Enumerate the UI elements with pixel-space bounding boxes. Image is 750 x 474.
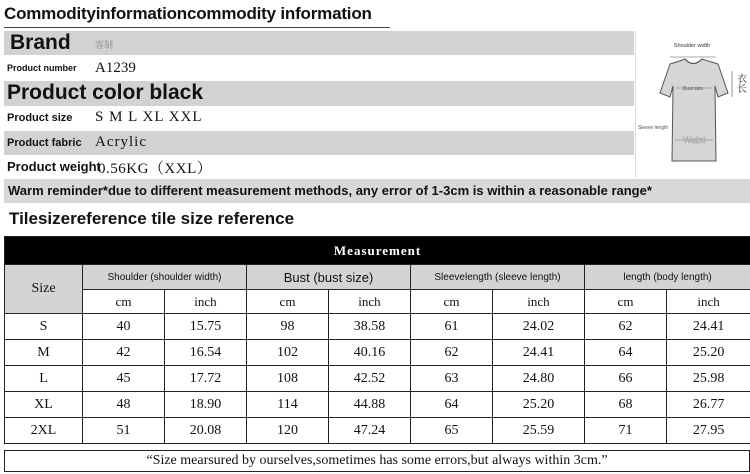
size-cell: M (5, 340, 83, 366)
table-cell: 15.75 (165, 314, 247, 340)
unit-header: inch (667, 290, 750, 314)
table-cell: 24.41 (667, 314, 750, 340)
table-cell: 71 (585, 418, 667, 444)
info-row-color (4, 81, 634, 106)
table-cell: 17.72 (165, 366, 247, 392)
size-cell: XL (5, 392, 83, 418)
waist-label: Waist (682, 135, 706, 145)
group-header-sleeve: Sleevelength (sleeve length) (411, 265, 585, 290)
table-cell: 114 (247, 392, 329, 418)
table-cell: 27.95 (667, 418, 750, 444)
table-cell: 24.80 (493, 366, 585, 392)
info-row-brand (4, 31, 634, 55)
product-weight-value: 0.56KG（XXL） (98, 161, 213, 177)
commodity-info-panel (4, 31, 634, 179)
table-cell: 44.88 (329, 392, 411, 418)
table-cell: 68 (585, 392, 667, 418)
table-row (5, 392, 750, 418)
product-number-value: A1239 (95, 60, 136, 76)
table-cell: 108 (247, 366, 329, 392)
table-cell: 40.16 (329, 340, 411, 366)
table-cell: 42.52 (329, 366, 411, 392)
shoulder-width-label: Shoulder width (673, 43, 711, 49)
product-color-label: Product color black (7, 81, 204, 104)
table-cell: 65 (411, 418, 493, 444)
footer-note: “Size mearsured by ourselves,sometimes has some errors,but always within 3cm.” (4, 450, 750, 472)
unit-header: inch (165, 290, 247, 314)
table-cell: 25.98 (667, 366, 750, 392)
brand-value: 客制 (95, 40, 114, 50)
product-fabric-label: Product fabric (7, 137, 82, 149)
table-cell: 64 (411, 392, 493, 418)
info-row-size (4, 106, 634, 131)
size-cell: 2XL (5, 418, 83, 444)
group-header-length: length (body length) (585, 265, 750, 290)
product-number-label: Product number (7, 63, 77, 73)
table-cell: 20.08 (165, 418, 247, 444)
body-length-label: 衣长 (734, 73, 746, 93)
table-cell: 102 (247, 340, 329, 366)
product-fabric-value: Acrylic (95, 134, 147, 150)
table-cell: 63 (411, 366, 493, 392)
table-cell: 45 (83, 366, 165, 392)
product-size-value: S M L XL XXL (95, 109, 203, 125)
title-underline (4, 27, 390, 28)
table-cell: 16.54 (165, 340, 247, 366)
table-cell: 25.59 (493, 418, 585, 444)
unit-header: inch (329, 290, 411, 314)
table-cell: 61 (411, 314, 493, 340)
table-cell: 47.24 (329, 418, 411, 444)
table-cell: 38.58 (329, 314, 411, 340)
brand-label: Brand (10, 31, 71, 54)
table-cell: 64 (585, 340, 667, 366)
unit-header: cm (411, 290, 493, 314)
section-title-commodity-info: Commodityinformationcommodity information (4, 4, 372, 23)
sleeve-label: Sleeve length (637, 125, 669, 131)
table-cell: 62 (411, 340, 493, 366)
size-table (4, 236, 750, 444)
tshirt-diagram-svg (636, 31, 750, 178)
size-cell: L (5, 366, 83, 392)
size-column-header: Size (5, 265, 83, 314)
bust-label: Bust size (682, 86, 704, 92)
table-cell: 48 (83, 392, 165, 418)
unit-header: cm (247, 290, 329, 314)
tshirt-shape (660, 59, 728, 161)
unit-header: cm (83, 290, 165, 314)
table-cell: 98 (247, 314, 329, 340)
size-cell: S (5, 314, 83, 340)
table-cell: 62 (585, 314, 667, 340)
tshirt-diagram (635, 31, 750, 178)
table-cell: 42 (83, 340, 165, 366)
group-header-shoulder: Shoulder (shoulder width) (83, 265, 247, 290)
table-cell: 120 (247, 418, 329, 444)
unit-header: inch (493, 290, 585, 314)
unit-header: cm (585, 290, 667, 314)
table-row (5, 366, 750, 392)
group-header-bust: Bust (bust size) (247, 265, 411, 290)
info-row-fabric (4, 131, 634, 155)
info-row-number (4, 55, 634, 81)
table-cell: 18.90 (165, 392, 247, 418)
table-row (5, 314, 750, 340)
info-row-weight (4, 155, 634, 179)
table-cell: 40 (83, 314, 165, 340)
table-cell: 66 (585, 366, 667, 392)
table-cell: 51 (83, 418, 165, 444)
table-cell: 26.77 (667, 392, 750, 418)
product-weight-label: Product weight (7, 159, 101, 174)
table-cell: 25.20 (493, 392, 585, 418)
warm-reminder-banner: Warm reminder*due to different measurement methods, any error of 1-3cm is within a reasonable range* (4, 179, 750, 203)
product-size-label: Product size (7, 112, 73, 124)
section-title-size-reference: Tilesizereference tile size reference (9, 209, 295, 228)
table-title: Measurement (5, 237, 750, 265)
table-cell: 24.41 (493, 340, 585, 366)
table-row (5, 340, 750, 366)
table-row (5, 418, 750, 444)
table-cell: 24.02 (493, 314, 585, 340)
table-cell: 25.20 (667, 340, 750, 366)
